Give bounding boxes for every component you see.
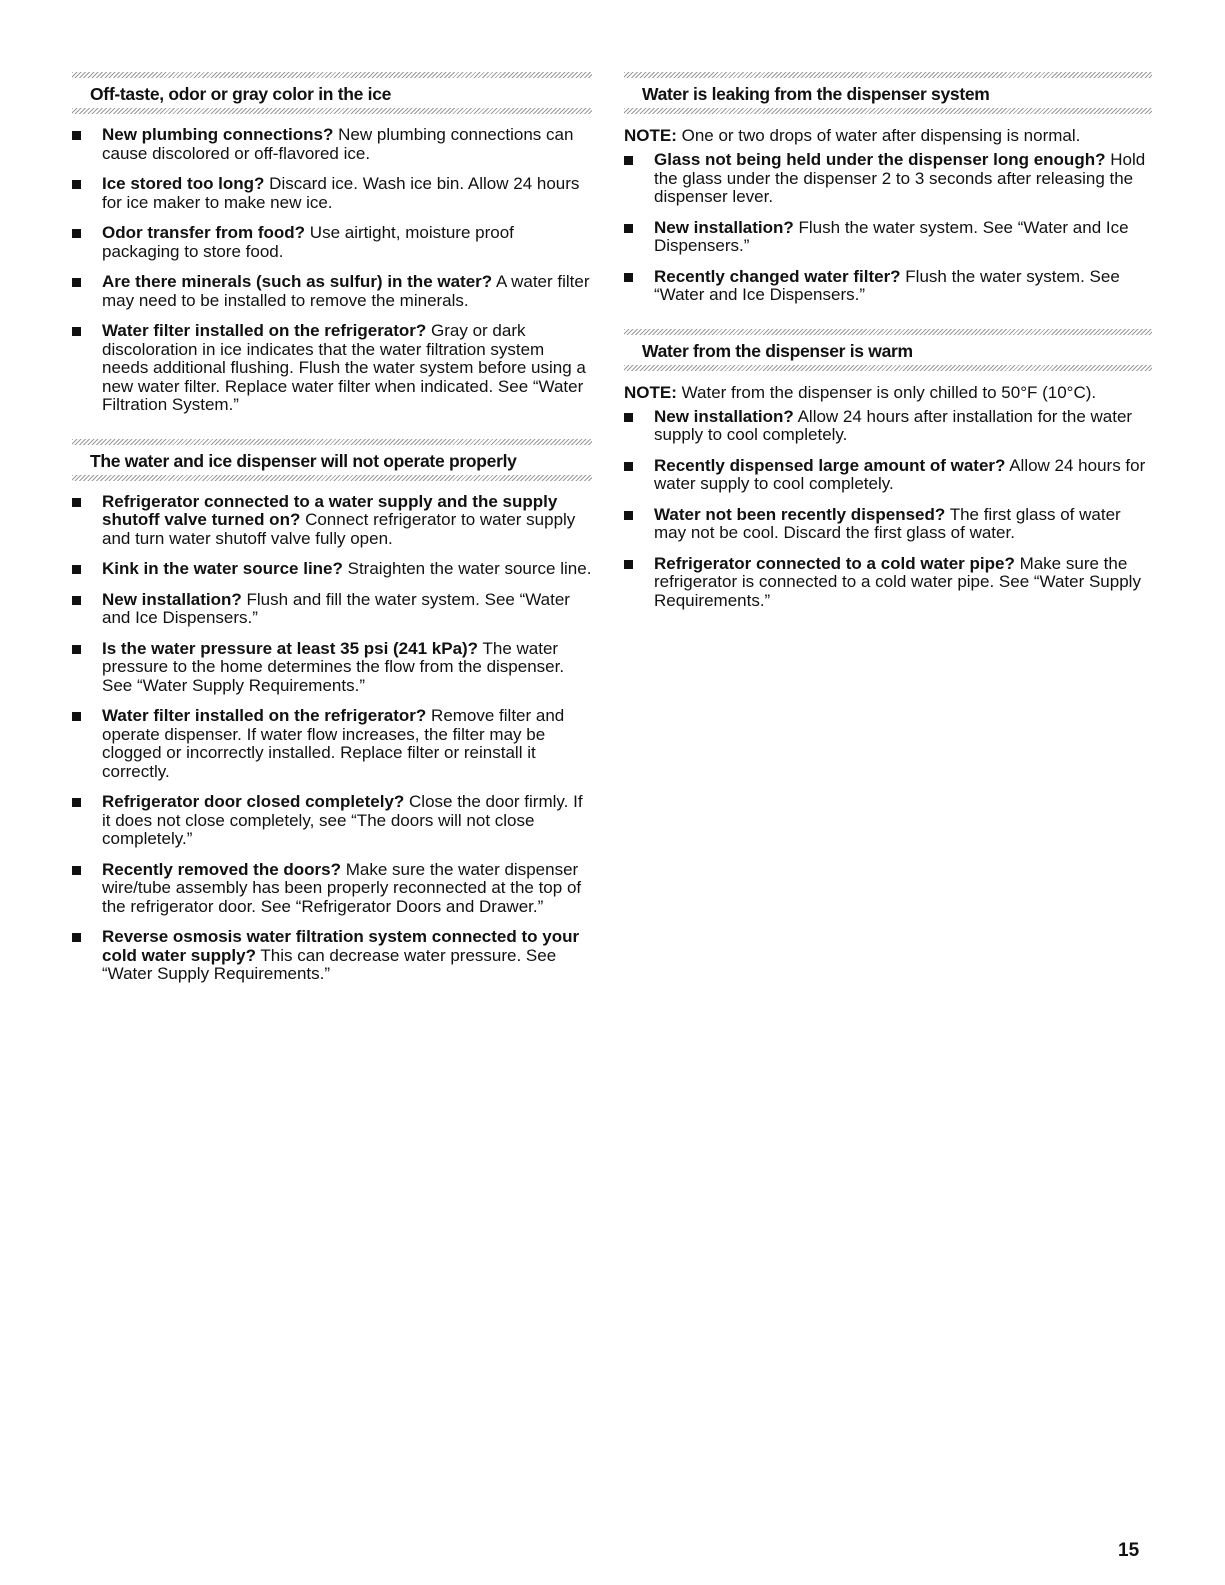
list-item [624, 555, 1152, 611]
list-item [72, 322, 592, 415]
page-number: 15 [1118, 1540, 1140, 1561]
item-question: Glass not being held under the dispenser long enough? [654, 150, 1106, 169]
square-bullet-icon [624, 462, 633, 471]
item-answer: Make sure the water dispenser wire/tube assembly has been properly reconnected at the top of the refrigerator door. See “Refrigerator Doors and Drawer.” [102, 859, 582, 916]
square-bullet-icon [624, 156, 633, 165]
square-bullet-icon [72, 131, 81, 140]
item-question: Water filter installed on the refrigerator? [102, 706, 427, 725]
section-dispenser-not-operating [72, 439, 592, 984]
item-answer: Close the door firmly. If it does not close completely, see “The doors will not close completely.” [102, 792, 583, 848]
hatch-rule-bottom [624, 108, 1152, 114]
section-heading: Off-taste, odor or gray color in the ice [90, 84, 392, 104]
square-bullet-icon [72, 498, 81, 507]
item-question: Recently dispensed large amount of water? [654, 455, 1006, 475]
list-item [72, 126, 592, 163]
item-answer: A water filter may need to be installed to remove the minerals. [102, 272, 590, 310]
square-bullet-icon [72, 565, 81, 574]
list-item [72, 273, 592, 310]
note-text: Water from the dispenser is only chilled to 50°F (10°C). [676, 382, 1097, 402]
item-answer: Make sure the refrigerator is connected to a cold water pipe. See “Water Supply Requirements.” [654, 553, 1141, 610]
section-heading-box [72, 72, 592, 114]
list-item [72, 861, 592, 917]
square-bullet-icon [624, 560, 633, 569]
item-answer: Allow 24 hours after installation for the water supply to cool completely. [654, 406, 1133, 444]
list-item [624, 268, 1152, 305]
section-heading: Water from the dispenser is warm [642, 340, 913, 361]
item-answer: Flush the water system. See “Water and Ice Dispensers.” [654, 217, 1129, 255]
right-column [624, 72, 1152, 634]
hatch-rule-bottom [72, 475, 592, 481]
list-item [72, 493, 592, 549]
square-bullet-icon [624, 413, 633, 422]
square-bullet-icon [72, 327, 81, 336]
item-question: Is the water pressure at least 35 psi (241 kPa)? [102, 638, 479, 658]
item-question: Reverse osmosis water filtration system connected to your cold water supply? [102, 927, 580, 965]
item-answer: Connect refrigerator to water supply and turn water shutoff valve fully open. [102, 510, 576, 548]
item-question: New installation? [102, 589, 242, 609]
item-question: Water filter installed on the refrigerator? [102, 321, 427, 340]
note-text: One or two drops of water after dispensing is normal. [676, 126, 1081, 145]
item-answer: Use airtight, moisture proof packaging to store food. [102, 223, 514, 261]
note [624, 383, 1152, 402]
square-bullet-icon [72, 645, 81, 654]
list-item [624, 457, 1152, 494]
square-bullet-icon [72, 933, 81, 942]
item-answer: Flush the water system. See “Water and Ice Dispensers.” [654, 266, 1120, 304]
troubleshoot-list [624, 408, 1152, 611]
item-question: Water not been recently dispensed? [654, 504, 946, 524]
note-label: NOTE: [624, 382, 677, 402]
item-answer: Discard ice. Wash ice bin. Allow 24 hours for ice maker to make new ice. [102, 174, 580, 212]
section-heading-box [624, 329, 1152, 371]
note [624, 126, 1152, 145]
square-bullet-icon [72, 229, 81, 238]
item-question: New plumbing connections? [102, 125, 334, 144]
square-bullet-icon [624, 273, 633, 282]
section-heading-box [624, 72, 1152, 114]
list-item [624, 219, 1152, 256]
square-bullet-icon [72, 278, 81, 287]
troubleshoot-list [72, 126, 592, 415]
item-question: Ice stored too long? [102, 174, 265, 193]
item-answer: The water pressure to the home determines the flow from the dispenser. See “Water Supply Requirements.” [102, 638, 565, 695]
hatch-rule-bottom [624, 365, 1152, 371]
troubleshoot-list [624, 151, 1152, 305]
item-answer: Flush and fill the water system. See “Water and Ice Dispensers.” [102, 589, 570, 627]
note-label: NOTE: [624, 126, 677, 145]
list-item [72, 928, 592, 984]
square-bullet-icon [72, 798, 81, 807]
square-bullet-icon [624, 511, 633, 520]
square-bullet-icon [72, 180, 81, 189]
item-answer: The first glass of water may not be cool. Discard the first glass of water. [654, 504, 1121, 542]
item-answer: Allow 24 hours for water supply to cool completely. [654, 455, 1146, 493]
list-item [624, 506, 1152, 543]
item-question: Odor transfer from food? [102, 223, 306, 242]
list-item [624, 151, 1152, 207]
item-question: Refrigerator connected to a water supply and the supply shutoff valve turned on? [102, 491, 558, 529]
left-column [72, 72, 592, 1008]
item-answer: This can decrease water pressure. See “Water Supply Requirements.” [102, 945, 557, 983]
item-question: New installation? [654, 406, 794, 426]
item-answer: New plumbing connections can cause discolored or off-flavored ice. [102, 125, 574, 163]
item-answer: Gray or dark discoloration in ice indicates that the water filtration system needs additional flushing. Flush the water system before using a new water filter. Replace water filter when indicated. See “Water Filtration System.” [102, 321, 586, 414]
item-question: Kink in the water source line? [102, 559, 343, 578]
square-bullet-icon [72, 596, 81, 605]
hatch-rule-bottom [72, 108, 592, 114]
item-answer: Hold the glass under the dispenser 2 to 3 seconds after releasing the dispenser lever. [654, 150, 1146, 206]
item-question: Are there minerals (such as sulfur) in the water? [102, 272, 493, 291]
section-off-taste-odor [72, 72, 592, 415]
item-question: Refrigerator connected to a cold water pipe? [654, 553, 1015, 573]
list-item [72, 175, 592, 212]
item-answer: Remove filter and operate dispenser. If water flow increases, the filter may be clogged or incorrectly installed. Replace filter or reinstall it correctly. [102, 706, 565, 781]
list-item [72, 640, 592, 696]
troubleshoot-list [72, 493, 592, 984]
section-heading: Water is leaking from the dispenser system [642, 84, 990, 104]
list-item [72, 224, 592, 261]
square-bullet-icon [624, 224, 633, 233]
list-item [72, 591, 592, 628]
item-question: Refrigerator door closed completely? [102, 792, 405, 811]
square-bullet-icon [72, 712, 81, 721]
item-answer: Straighten the water source line. [342, 559, 592, 578]
list-item [624, 408, 1152, 445]
section-dispenser-leaking [624, 72, 1152, 305]
section-heading-box [72, 439, 592, 481]
section-heading: The water and ice dispenser will not operate properly [90, 450, 517, 471]
list-item [72, 560, 592, 579]
list-item [72, 793, 592, 849]
item-question: Recently changed water filter? [654, 266, 901, 286]
list-item [72, 707, 592, 781]
item-question: Recently removed the doors? [102, 859, 342, 879]
item-question: New installation? [654, 217, 794, 237]
square-bullet-icon [72, 866, 81, 875]
section-water-warm [624, 329, 1152, 611]
